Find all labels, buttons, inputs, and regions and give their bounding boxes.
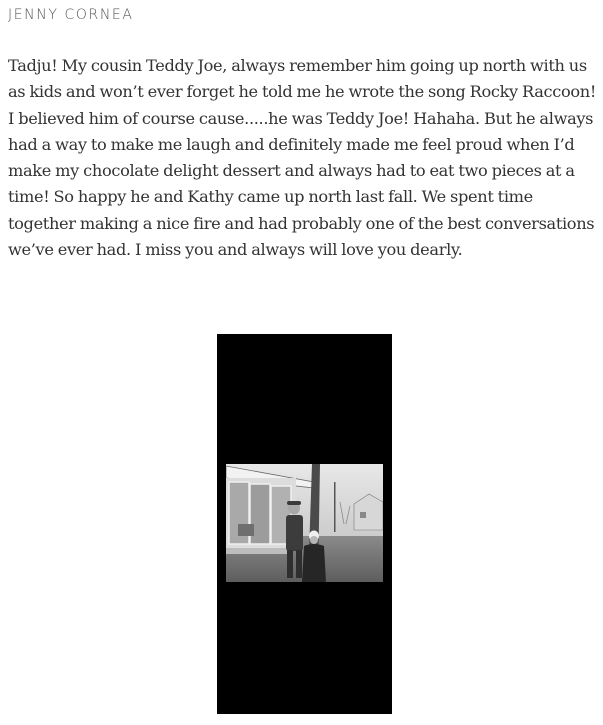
author-name: JENNY CORNEA [8,7,134,23]
child-coat [302,544,326,582]
family-photo[interactable] [226,464,383,582]
man-coat [286,515,303,551]
utility-pole [334,482,336,532]
porch-step [226,548,288,554]
house-window [360,512,366,518]
man-leg [296,550,302,578]
photo-frame[interactable] [217,334,392,714]
man-hat [287,501,301,505]
man-leg [287,550,293,578]
porch-chair [238,524,254,536]
child-face [310,536,318,544]
photo-image [226,464,383,582]
tribute-message: Tadju! My cousin Teddy Joe, always remember him going up north with us as kids and won’t ever forget he told me he wrote the song Rocky Raccoon! I believed him of course cause.....he was Teddy Joe! Hahaha. But he always had a way to make me laugh and definitely made me feel proud when I’d make my chocolate delight dessert and always had to eat two pieces at a time! So happy he and Kathy came up north last fall. We spent time together making a nice fire and had probably one of the best conversations we’ve ever had. I miss you and always will love you dearly. [8,56,597,260]
